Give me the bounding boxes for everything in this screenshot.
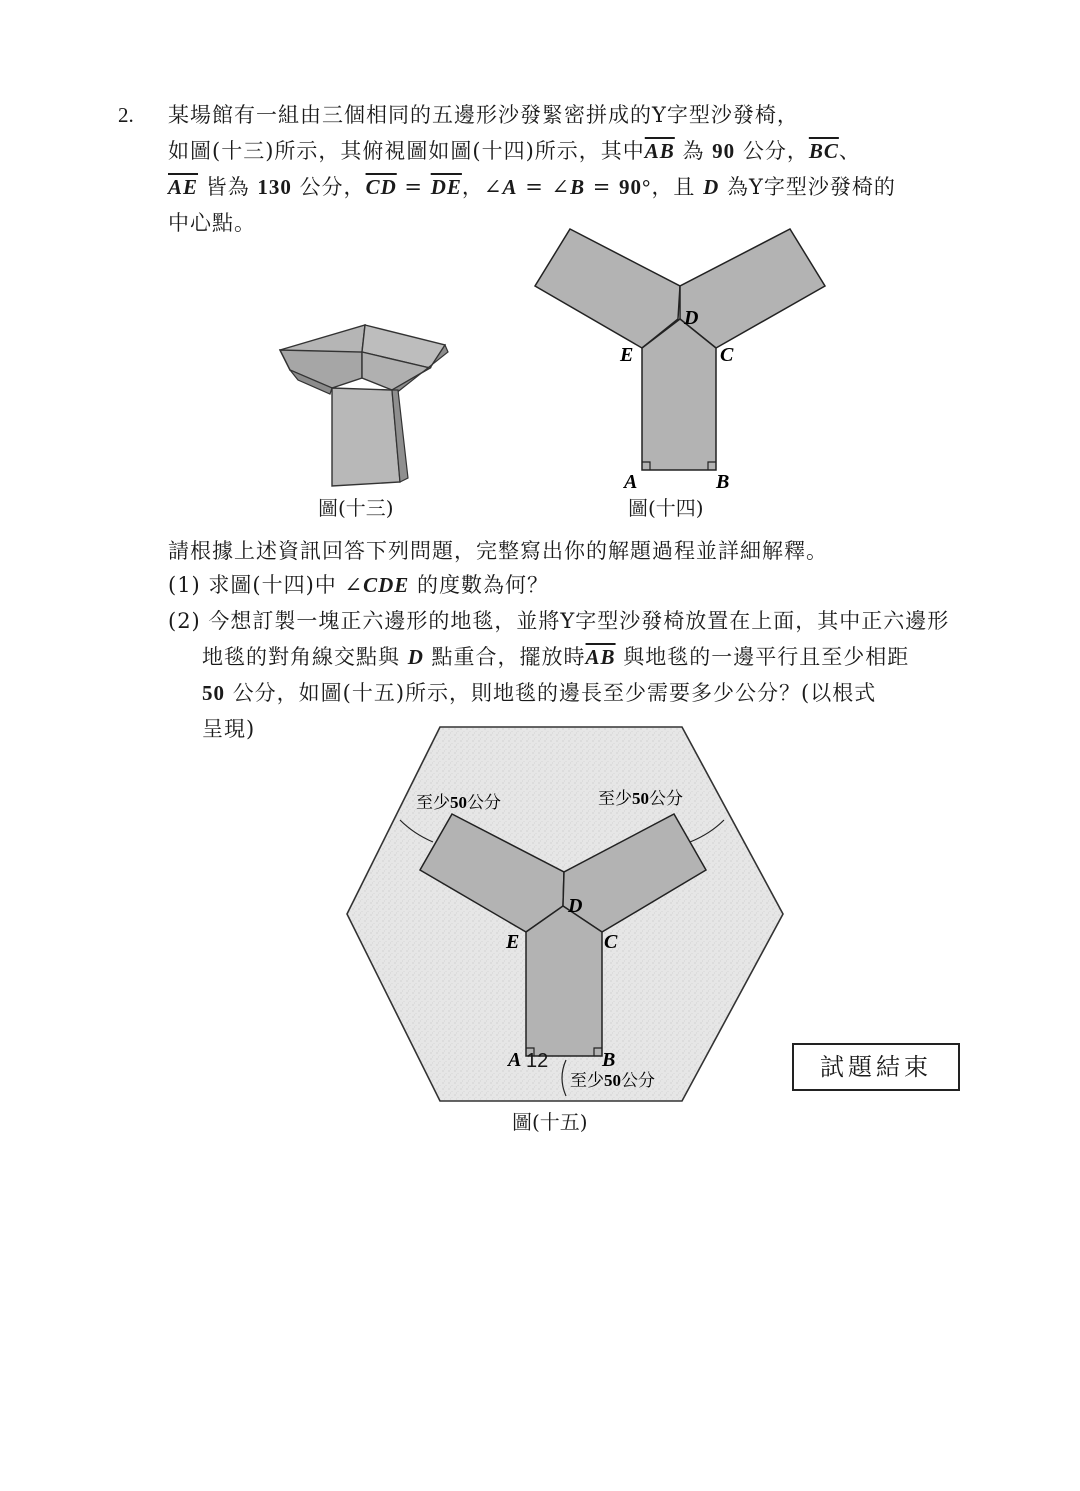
label-d: D bbox=[568, 895, 583, 917]
label-b: B bbox=[716, 471, 730, 493]
segment-cd: $\overline{CD}$ bbox=[365, 175, 397, 199]
label-b: B bbox=[602, 1049, 616, 1071]
label-d: D bbox=[684, 307, 699, 329]
problem-line-2: 如圖(十三)所示，其俯視圖如圖(十四)所示，其中$\overline{AB}$ 為 90 公分，$\overline{BC}$、 bbox=[168, 139, 861, 163]
figure-15-caption: 圖(十五) bbox=[512, 1110, 588, 1134]
segment-ab: $\overline{AB}$ bbox=[644, 139, 675, 163]
sofa-left-arm bbox=[535, 229, 680, 348]
question-2-line-4: 呈現) bbox=[202, 717, 256, 741]
end-of-test-box: 試題結束 bbox=[792, 1043, 960, 1091]
figure-14-caption: 圖(十四) bbox=[628, 496, 704, 520]
label-c: C bbox=[604, 931, 618, 953]
question-2-line-2: 地毯的對角線交點與 D 點重合，擺放時$\overline{AB}$ 與地毯的一邊平行且至少相距 bbox=[202, 645, 910, 669]
sofa-right-arm bbox=[680, 229, 825, 348]
label-c: C bbox=[720, 344, 734, 366]
label-e: E bbox=[620, 344, 634, 366]
segment-ae: $\overline{AE}$ bbox=[168, 175, 199, 199]
sofa-bottom-arm bbox=[526, 906, 602, 1056]
instruction-text: 請根據上述資訊回答下列問題，完整寫出你的解題過程並詳細解釋。 bbox=[168, 539, 828, 563]
label-a: A bbox=[624, 471, 638, 493]
question-2-line-3: 50 公分，如圖(十五)所示，則地毯的邊長至少需要多少公分？(以根式 bbox=[202, 681, 877, 705]
figure-13-sofa-3d bbox=[270, 320, 460, 520]
question-1: (1) 求圖(十四)中 ∠CDE 的度數為何？ bbox=[168, 573, 549, 597]
distance-note-left: 至少50公分 bbox=[416, 793, 501, 813]
label-a: A bbox=[508, 1049, 522, 1071]
figure-14-top-view bbox=[530, 224, 830, 504]
sofa-bottom-arm bbox=[642, 319, 716, 470]
figure-13-caption: 圖(十三) bbox=[318, 496, 394, 520]
question-number: 2. bbox=[118, 103, 134, 127]
distance-note-right: 至少50公分 bbox=[598, 789, 683, 809]
figure-15-hexagon-carpet bbox=[340, 722, 790, 1106]
question-2-line-1: (2) 今想訂製一塊正六邊形的地毯，並將Y字型沙發椅放置在上面，其中正六邊形 bbox=[168, 609, 950, 633]
page-number: 12 bbox=[526, 1050, 549, 1072]
problem-line-4: 中心點。 bbox=[168, 211, 256, 235]
problem-line-3: $\overline{AE}$ 皆為 130 公分，$\overline{CD} = \overline{DE}$，∠A = ∠B = 90°，且 D 為Y字型沙發椅的 bbox=[168, 175, 896, 199]
distance-note-bottom: 至少50公分 bbox=[570, 1071, 655, 1091]
segment-de: $\overline{DE}$ bbox=[430, 175, 462, 199]
problem-line-1: 某場館有一組由三個相同的五邊形沙發緊密拼成的Y字型沙發椅， bbox=[168, 103, 799, 127]
segment-bc: $\overline{BC}$ bbox=[808, 139, 839, 163]
label-e: E bbox=[506, 931, 520, 953]
